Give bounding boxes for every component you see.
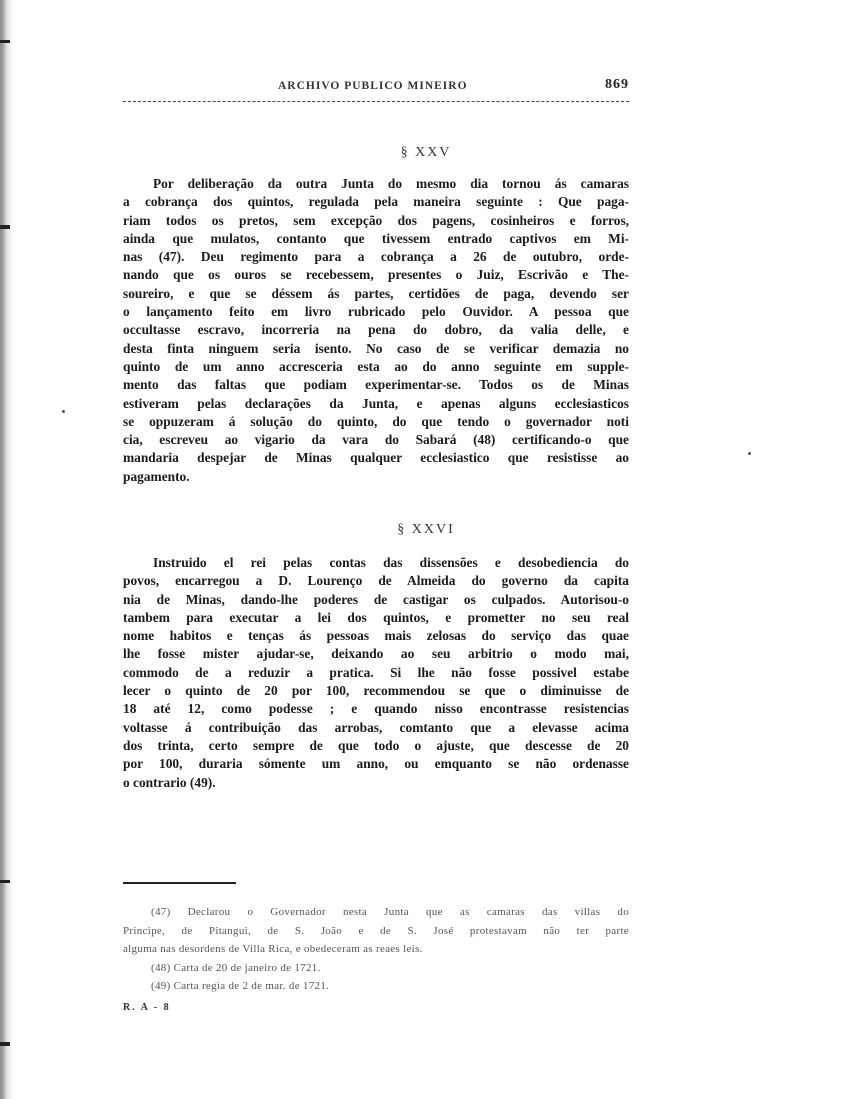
page-binding-edge bbox=[0, 0, 14, 1099]
text-line: commodo de a reduzir a pratica. Si lhe não fosse possivel estabe bbox=[123, 664, 629, 680]
text-line: estiveram pelas declarações da Junta, e apenas alguns ecclesiasticos bbox=[123, 395, 629, 411]
page-number: 869 bbox=[605, 77, 629, 92]
running-head bbox=[123, 77, 629, 99]
text-line: nome habitos e tenças ás pessoas mais zelosas do serviço das quae bbox=[123, 628, 629, 644]
paper-speck bbox=[748, 452, 751, 455]
binding-mark bbox=[0, 225, 10, 229]
text-line: occultasse escravo, incorreria na pena do dobro, da valia delle, e bbox=[123, 322, 629, 338]
footnote-line: Principe, de Pitangui, de S. João e de S. José protestavam não ter parte bbox=[123, 924, 629, 937]
text-line: ainda que mulatos, contanto que tivessem entrado captivos em Mi- bbox=[123, 230, 629, 246]
header-rule bbox=[123, 101, 629, 102]
text-line: pagamento. bbox=[123, 468, 190, 484]
text-line: Instruido el rei pelas contas das dissensões e desobediencia do bbox=[153, 555, 629, 570]
text-line: nia de Minas, dando-lhe poderes de castigar os culpados. Autorisou-o bbox=[123, 591, 629, 607]
text-line: povos, encarregou a D. Lourenço de Almeida do governo da capita bbox=[123, 573, 629, 589]
text-line: lhe fosse mister ajudar-se, deixando ao seu arbitrio o modo mai, bbox=[123, 646, 629, 662]
footnote-line: alguma nas desordens de Villa Rica, e obedeceram as reaes leis. bbox=[123, 943, 423, 955]
text-line: dos trinta, certo sempre de que todo o ajuste, que descesse de 20 bbox=[123, 737, 629, 753]
text-line: nando que os ouros se recebessem, presentes o Juiz, Escrivão e The- bbox=[123, 267, 629, 283]
section-heading: § XXVI bbox=[397, 522, 455, 537]
text-line: voltasse á contribuição das arrobas, comtanto que a elevasse acima bbox=[123, 719, 629, 735]
footnote-separator bbox=[123, 882, 236, 884]
text-line: o lançamento feito em livro rubricado pelo Ouvidor. A pessoa que bbox=[123, 304, 629, 320]
text-line: quinto de um anno accresceria esta ao do anno seguinte em supple- bbox=[123, 358, 629, 374]
text-line: Por deliberação da outra Junta do mesmo dia tornou ás camaras bbox=[153, 176, 629, 191]
journal-title: ARCHIVO PUBLICO MINEIRO bbox=[278, 80, 468, 92]
binding-mark bbox=[0, 1042, 10, 1046]
text-line: riam todos os pretos, sem excepção dos pagens, cosinheiros e forros, bbox=[123, 212, 629, 228]
paragraph-section-xxv bbox=[123, 175, 629, 486]
footnote-line: (49) Carta regia de 2 de mar. de 1721. bbox=[151, 980, 330, 992]
text-line: a cobrança dos quintos, regulada pela maneira seguinte : Que paga- bbox=[123, 194, 629, 210]
binding-mark bbox=[0, 880, 10, 883]
text-line: se oppuzeram á solução do quinto, do que tendo o governador noti bbox=[123, 413, 629, 429]
binding-mark bbox=[0, 40, 10, 43]
footnote-line: (47) Declarou o Governador nesta Junta que as camaras das villas do bbox=[151, 906, 629, 918]
text-line: tambem para executar a lei dos quintos, e prometter no seu real bbox=[123, 609, 629, 625]
printer-signature: R. A - 8 bbox=[123, 1002, 171, 1013]
text-line: cia, escreveu ao vigario da vara do Sabará (48) certificando-o que bbox=[123, 432, 629, 448]
text-line: soureiro, e que se déssem ás partes, certidões de paga, devendo ser bbox=[123, 285, 629, 301]
footnote-line: (48) Carta de 20 de janeiro de 1721. bbox=[151, 961, 321, 974]
text-line: lecer o quinto de 20 por 100, recommendou se que o diminuisse de bbox=[123, 683, 629, 699]
text-line: 18 até 12, como podesse ; e quando nisso encontrasse resistencias bbox=[123, 701, 629, 717]
text-line: mandaria despejar de Minas qualquer ecclesiastico que resistisse ao bbox=[123, 450, 629, 466]
text-line: mento das faltas que podiam experimentar-se. Todos os de Minas bbox=[123, 377, 629, 393]
text-line: nas (47). Deu regimento para a cobrança a 26 de outubro, orde- bbox=[123, 249, 629, 265]
text-line: desta finta ninguem seria isento. No caso de se verificar demazia no bbox=[123, 340, 629, 356]
footnotes bbox=[123, 903, 629, 996]
paragraph-section-xxvi bbox=[123, 554, 629, 792]
section-heading: § XXV bbox=[400, 145, 452, 160]
paper-speck bbox=[62, 410, 65, 413]
text-line: por 100, duraria sómente um anno, ou emquanto se não ordenasse bbox=[123, 756, 629, 772]
text-line: o contrario (49). bbox=[123, 774, 216, 790]
